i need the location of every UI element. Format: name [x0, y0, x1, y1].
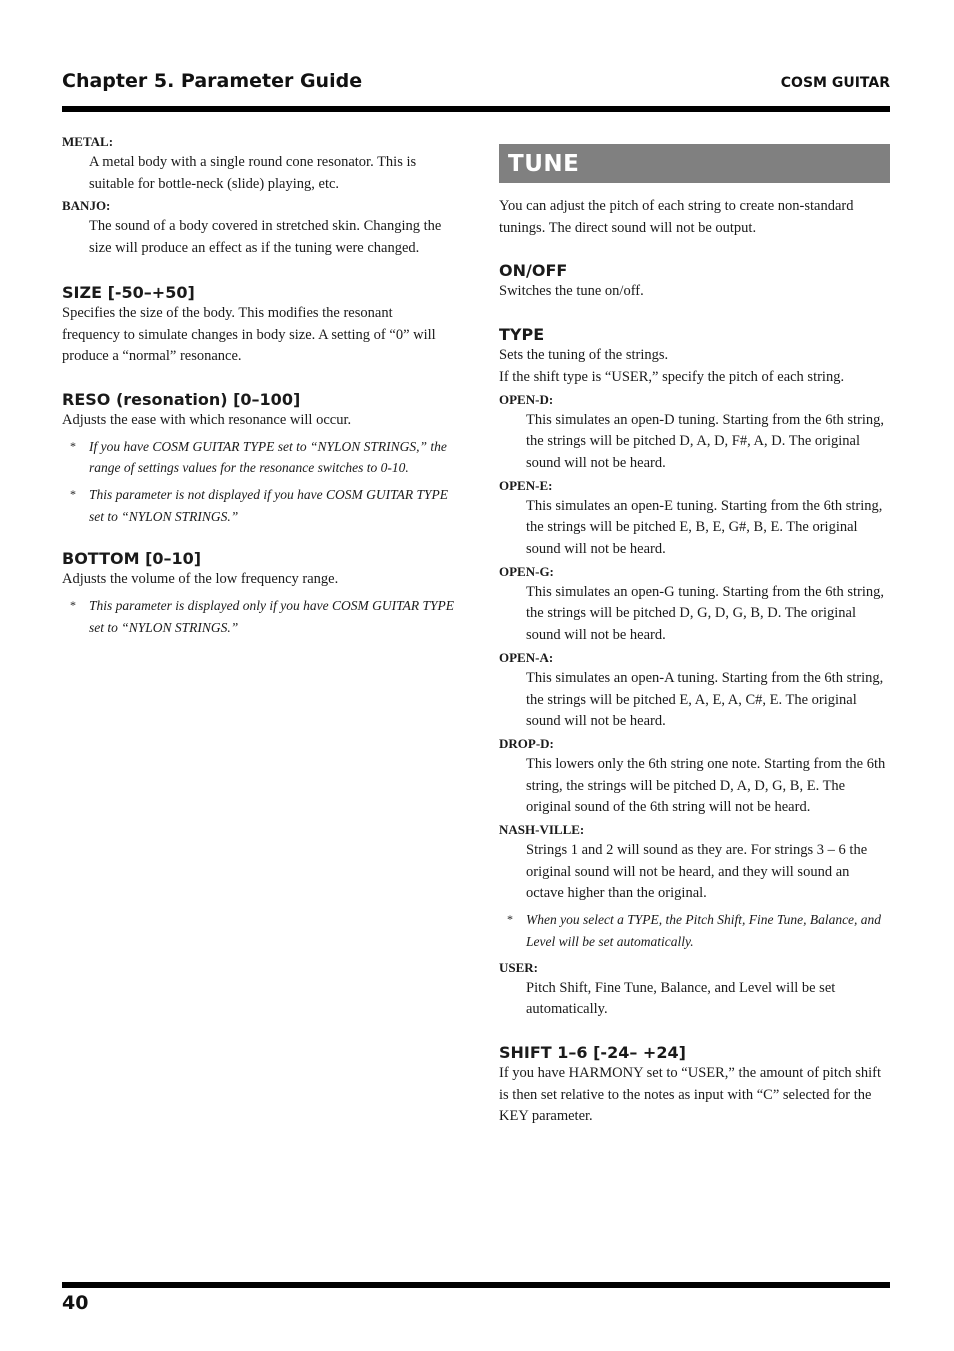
- page-number: 40: [62, 1292, 89, 1314]
- desc-nashville: Strings 1 and 2 will sound as they are. For strings 3 – 6 the original sound will not be heard, and they will sound an octave higher than the original.: [526, 842, 868, 902]
- tune-intro: You can adjust the pitch of each string to create non-standard tunings. The direct sound will not be output.: [499, 198, 854, 236]
- asterisk: *: [70, 598, 76, 613]
- term-metal: METAL:: [62, 134, 114, 149]
- right-column: [499, 144, 890, 1128]
- desc-banjo: The sound of a body covered in stretched skin. Changing the size will produce an effect as if the tuning were changed.: [89, 218, 442, 257]
- term-user: USER:: [499, 959, 539, 975]
- term-open-e: OPEN-E:: [499, 477, 553, 493]
- body-onoff: Switches the tune on/off.: [499, 283, 644, 300]
- header-rule: [62, 106, 890, 112]
- asterisk: *: [70, 487, 76, 502]
- term-banjo: BANJO:: [62, 198, 111, 214]
- desc-open-g: This simulates an open-G tuning. Starting from the 6th string, the strings will be pitched D, G, D, G, B, D. The original sound will not be heard.: [526, 583, 885, 644]
- chapter-title: Chapter 5. Parameter Guide: [62, 70, 363, 92]
- desc-drop-d: This lowers only the 6th string one note. Starting from the 6th string, the strings will be pitched D, A, D, G, B, E. The original sound of the 6th string will not be heard.: [526, 755, 886, 816]
- footer-rule: [62, 1282, 890, 1288]
- term-drop-d: DROP-D:: [499, 735, 554, 751]
- heading-onoff: ON/OFF: [499, 261, 568, 281]
- heading-type: TYPE: [499, 325, 545, 345]
- term-open-a: OPEN-A:: [499, 649, 554, 665]
- heading-shift: SHIFT 1–6 [-24– +24]: [499, 1042, 686, 1062]
- note-reso-2: * This parameter is not displayed if you have COSM GUITAR TYPE set to “NYLON STRINGS.”: [89, 484, 454, 527]
- section-title: COSM GUITAR: [780, 75, 890, 91]
- desc-open-e: This simulates an open-E tuning. Starting from the 6th string, the strings will be pitched E, B, E, G#, B, E. The original sound will not be heard.: [526, 497, 883, 558]
- desc-open-d: This simulates an open-D tuning. Starting from the 6th string, the strings will be pitched D, A, D, F#, A, D. The original sound will not be heard.: [526, 411, 885, 471]
- heading-reso: RESO (resonation) [0–100]: [62, 389, 301, 409]
- asterisk: *: [70, 438, 76, 453]
- body-type-1: Sets the tuning of the strings.: [499, 347, 669, 364]
- body-size: Specifies the size of the body. This modifies the resonant frequency to simulate changes in body size. A setting of “0” will produce a “normal” resonance.: [62, 304, 436, 365]
- desc-user: Pitch Shift, Fine Tune, Balance, and Level will be set automatically.: [526, 979, 836, 1018]
- heading-bottom: BOTTOM [0–10]: [62, 549, 202, 569]
- desc-open-a: This simulates an open-A tuning. Starting from the 6th string, the strings will be pitched E, A, E, A, C#, E. The original sound will not be heard.: [526, 669, 884, 730]
- tune-title: TUNE: [508, 150, 580, 177]
- term-open-d: OPEN-D:: [499, 391, 554, 407]
- term-nashville: NASH-VILLE:: [499, 822, 585, 838]
- left-column: [62, 131, 454, 639]
- note-reso-1: * If you have COSM GUITAR TYPE set to “NYLON STRINGS,” the range of settings values for the resonance switches to 0-10.: [89, 436, 454, 479]
- heading-size: SIZE [-50–+50]: [62, 282, 195, 302]
- term-open-g: OPEN-G:: [499, 563, 554, 579]
- note-bottom-1: * This parameter is displayed only if you have COSM GUITAR TYPE set to “NYLON STRINGS.”: [89, 595, 454, 638]
- desc-metal: A metal body with a single round cone resonator. This is suitable for bottle-neck (slide) playing, etc.: [89, 154, 417, 192]
- body-bottom: Adjusts the volume of the low frequency range.: [62, 571, 339, 588]
- tune-title-bar: [499, 144, 890, 183]
- note-type: * When you select a TYPE, the Pitch Shift, Fine Tune, Balance, and Level will be set automatically.: [526, 909, 890, 952]
- body-type-2: If the shift type is “USER,” specify the pitch of each string.: [499, 368, 845, 385]
- asterisk: *: [507, 912, 513, 927]
- body-reso: Adjusts the ease with which resonance will occur.: [62, 411, 352, 428]
- body-shift: If you have HARMONY set to “USER,” the amount of pitch shift is then set relative to the notes as input with “C” selected for the KEY parameter.: [499, 1064, 882, 1125]
